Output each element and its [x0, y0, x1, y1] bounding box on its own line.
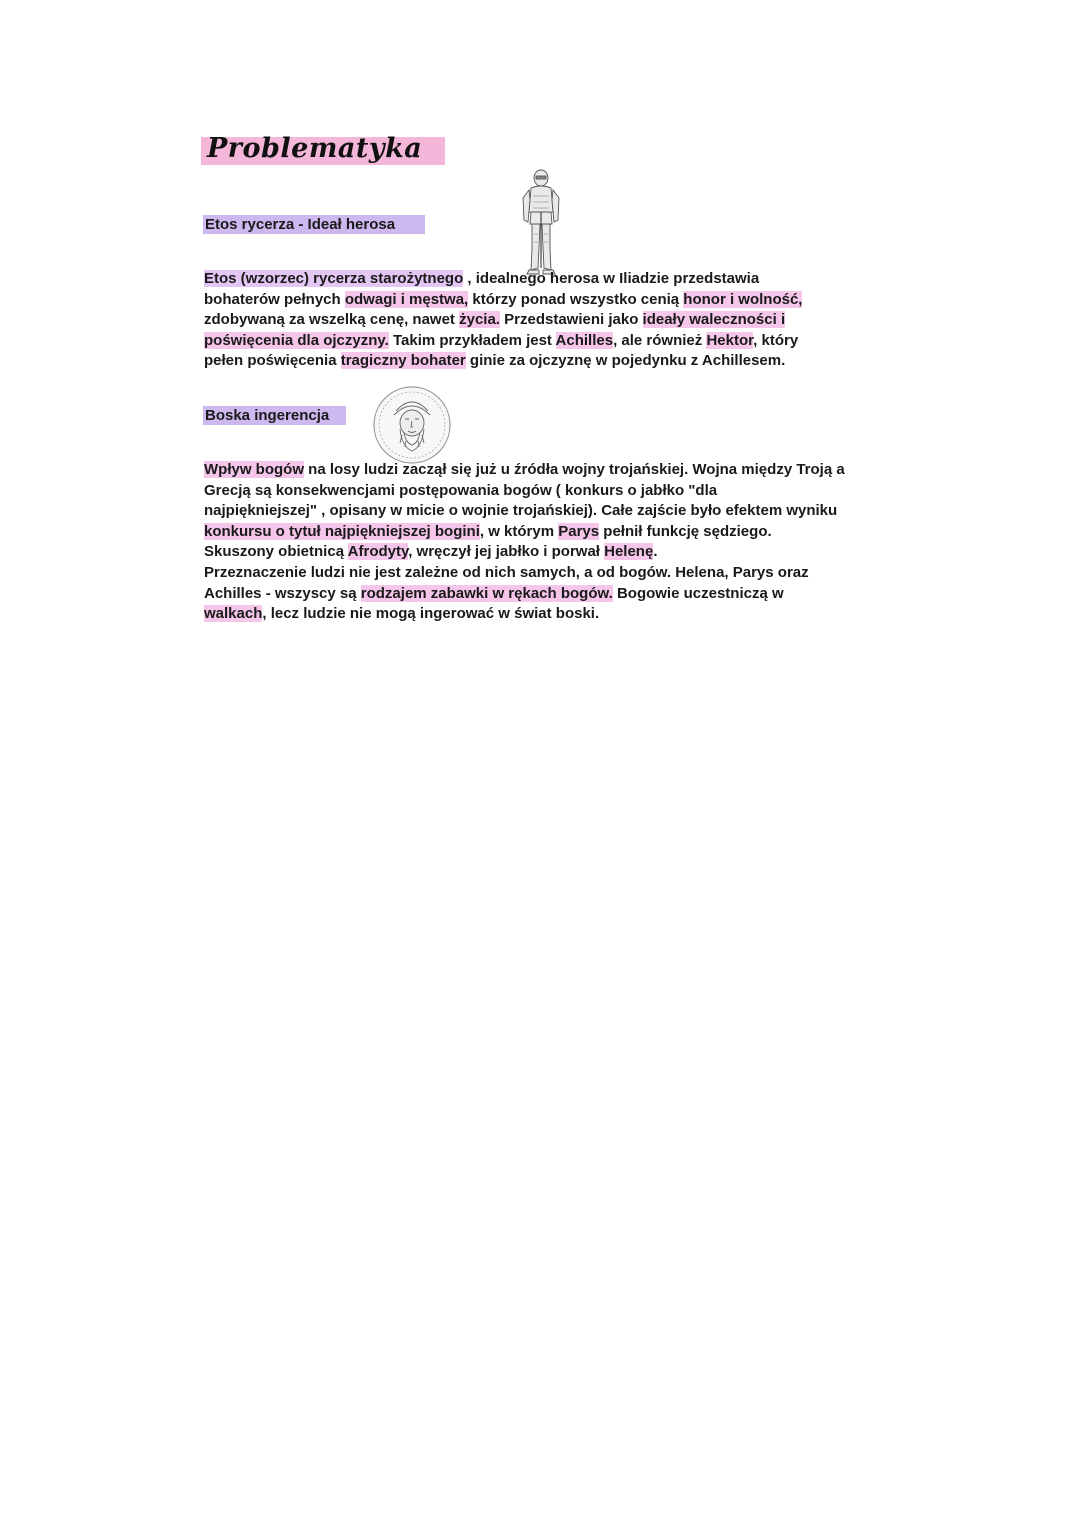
text-line: [204, 542, 924, 563]
highlighted-text: ideały waleczności i: [642, 311, 786, 329]
text-line: [204, 290, 924, 311]
text-run: którzy ponad wszystko cenią: [468, 290, 684, 308]
highlighted-text: rodzajem zabawki w rękach bogów.: [360, 584, 613, 602]
text-run: ginie za ojczyznę w pojedynku z Achillesem.: [465, 352, 786, 370]
knight-armor-icon: [519, 168, 563, 276]
text-run: , lecz ludzie nie mogą ingerować w świat boski.: [262, 605, 600, 623]
text-run: najpiękniejszej" , opisany w micie o wojnie trojańskiej). Całe zajście było efektem wyniku: [204, 502, 838, 520]
highlighted-text: Parys: [558, 522, 600, 540]
highlighted-text: Helenę: [604, 543, 654, 561]
text-line: [204, 460, 924, 481]
highlighted-text: odwagi i męstwa,: [344, 290, 469, 308]
section-heading-boska: Boska ingerencja: [203, 406, 346, 425]
text-run: zdobywaną za wszelką cenę, nawet: [204, 311, 460, 329]
text-run: , który: [753, 331, 799, 349]
section-heading-etos: Etos rycerza - Ideał herosa: [203, 215, 425, 234]
text-run: Grecją są konsekwencjami postępowania bogów ( konkurs o jabłko "dla: [204, 481, 718, 499]
highlighted-text: życia.: [459, 311, 500, 329]
paragraph-etos: [204, 269, 924, 372]
text-line: [204, 563, 924, 584]
text-run: Takim przykładem jest: [388, 331, 556, 349]
text-run: Przedstawieni jako: [499, 311, 643, 329]
highlighted-text: Hektor: [706, 331, 754, 349]
text-line: [204, 331, 924, 352]
highlighted-text: walkach: [204, 605, 263, 623]
text-run: bohaterów pełnych: [204, 290, 345, 308]
text-run: Bogowie uczestniczą w: [612, 584, 784, 602]
text-run: Achilles - wszyscy są: [204, 584, 361, 602]
text-line: [204, 481, 924, 502]
text-line: [204, 584, 924, 605]
text-run: pełen poświęcenia: [204, 352, 341, 370]
text-run: .: [653, 543, 658, 561]
title-highlight: [201, 133, 445, 165]
text-run: , wręczył jej jabłko i porwał: [408, 543, 605, 561]
text-run: Przeznaczenie ludzi nie jest zależne od nich samych, a od bogów. Helena, Parys oraz: [204, 563, 809, 581]
text-line: [204, 351, 924, 372]
highlighted-text: tragiczny bohater: [340, 352, 466, 370]
text-line: [204, 310, 924, 331]
highlighted-text: honor i wolność,: [683, 290, 803, 308]
text-line: [204, 604, 924, 625]
text-run: pełnił funkcję sędziego.: [599, 522, 772, 540]
text-run: , ale również: [613, 331, 707, 349]
highlighted-text: Etos (wzorzec) rycerza starożytnego: [204, 270, 464, 287]
zeus-medallion-icon: [372, 385, 452, 465]
page-title: Problematyka: [207, 133, 423, 164]
highlighted-text: Achilles: [555, 331, 614, 349]
highlighted-text: konkursu o tytuł najpiękniejszej bogini: [204, 522, 480, 540]
text-run: , idealnego herosa w Iliadzie przedstawia: [463, 270, 760, 287]
text-line: [204, 269, 924, 290]
text-line: [204, 501, 924, 522]
highlighted-text: poświęcenia dla ojczyzny.: [204, 331, 389, 349]
highlighted-text: Afrodyty: [347, 543, 409, 561]
highlighted-text: Wpływ bogów: [204, 461, 304, 478]
text-run: , w którym: [479, 522, 559, 540]
text-run: na losy ludzi zaczął się już u źródła wojny trojańskiej. Wojna między Troją a: [303, 461, 845, 478]
paragraph-boska: [204, 460, 924, 625]
text-line: [204, 522, 924, 543]
text-run: Skuszony obietnicą: [204, 543, 348, 561]
